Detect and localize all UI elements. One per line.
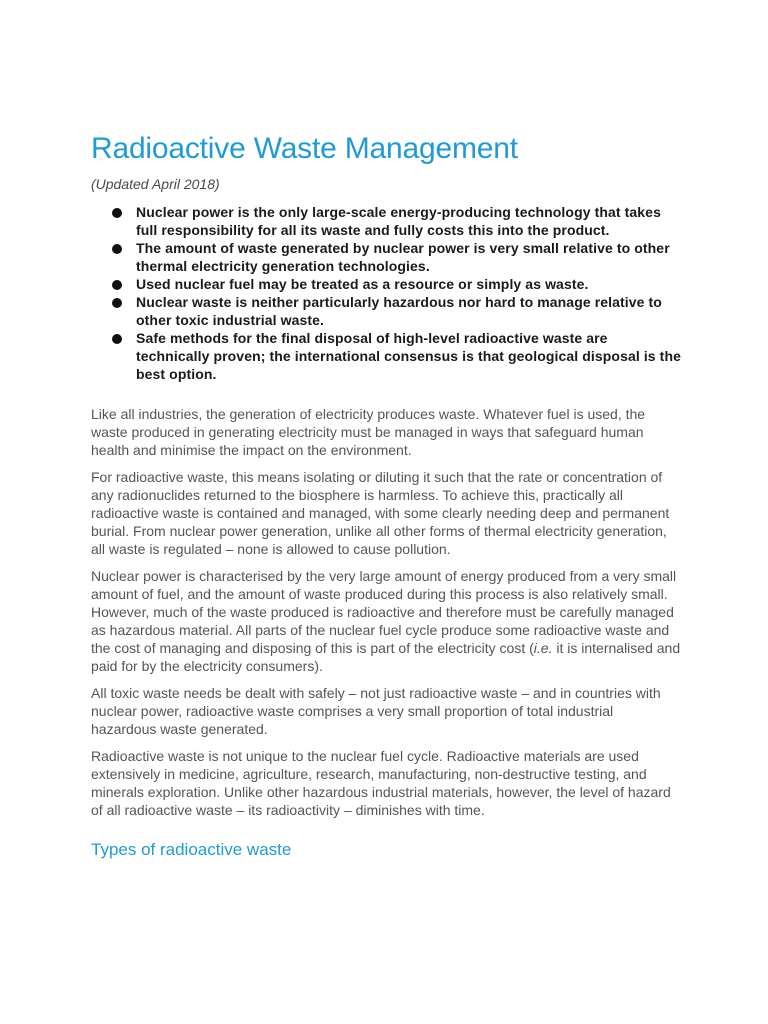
list-item: [91, 275, 681, 293]
italic-abbreviation: i.e.: [533, 640, 553, 656]
body-paragraph: All toxic waste needs be dealt with safely – not just radioactive waste – and in countries with nuclear power, radioactive waste comprises a very small proportion of total industrial hazardous waste generated.: [91, 685, 661, 737]
body-paragraph: For radioactive waste, this means isolating or diluting it such that the rate or concentration of any radionuclides returned to the biosphere is harmless. To achieve this, practically all radioactive waste is contained and managed, with some clearly needing deep and permanent burial. From nuclear power generation, unlike all other forms of thermal electricity generation, all waste is regulated – none is allowed to cause pollution.: [91, 469, 670, 557]
list-item: [91, 293, 681, 329]
body-paragraph: Like all industries, the generation of electricity produces waste. Whatever fuel is used, the waste produced in generating electricity must be managed in ways that safeguard human health and minimise the impact on the environment.: [91, 406, 646, 458]
list-item: [91, 203, 681, 239]
body-paragraph: Radioactive waste is not unique to the nuclear fuel cycle. Radioactive materials are used extensively in medicine, agriculture, research, manufacturing, non-destructive testing, and minerals exploration. Unlike other hazardous industrial materials, however, the level of hazard of all radioactive waste – its radioactivity – diminishes with time.: [91, 748, 671, 818]
bullet-icon: [112, 334, 122, 344]
paragraph-text: Nuclear power is characterised by the very large amount of energy produced from a very small amount of fuel, and the amount of waste produced during this process is also relatively small. However, much of the waste produced is radioactive and therefore must be carefully managed as hazardous material. All parts of the nuclear fuel cycle produce some radioactive waste and the cost of managing and disposing of this is part of the electricity cost (: [91, 568, 677, 656]
bullet-icon: [112, 280, 122, 290]
list-item: [91, 329, 681, 383]
list-item: [91, 239, 681, 275]
bullet-icon: [112, 208, 122, 218]
list-item-text: Nuclear power is the only large-scale energy-producing technology that takes full responsibility for all its waste and fully costs this into the product.: [136, 204, 661, 238]
page-title: Radioactive Waste Management: [91, 132, 518, 165]
list-item-text: Used nuclear fuel may be treated as a resource or simply as waste.: [136, 276, 589, 292]
document-page: [91, 0, 681, 861]
list-item-text: Safe methods for the final disposal of high-level radioactive waste are technically proven; the international consensus is that geological disposal is the best option.: [136, 330, 681, 382]
list-item-text: Nuclear waste is neither particularly hazardous nor hard to manage relative to other toxic industrial waste.: [136, 294, 662, 328]
body-paragraph: [91, 567, 681, 675]
bullet-icon: [112, 244, 122, 254]
list-item-text: The amount of waste generated by nuclear power is very small relative to other thermal electricity generation technologies.: [136, 240, 670, 274]
section-heading: Types of radioactive waste: [91, 840, 292, 859]
bullet-icon: [112, 298, 122, 308]
key-points-list: [91, 203, 681, 383]
updated-date: (Updated April 2018): [91, 176, 220, 192]
paragraph-text: it is internalised and paid for by the electricity consumers).: [91, 640, 681, 674]
